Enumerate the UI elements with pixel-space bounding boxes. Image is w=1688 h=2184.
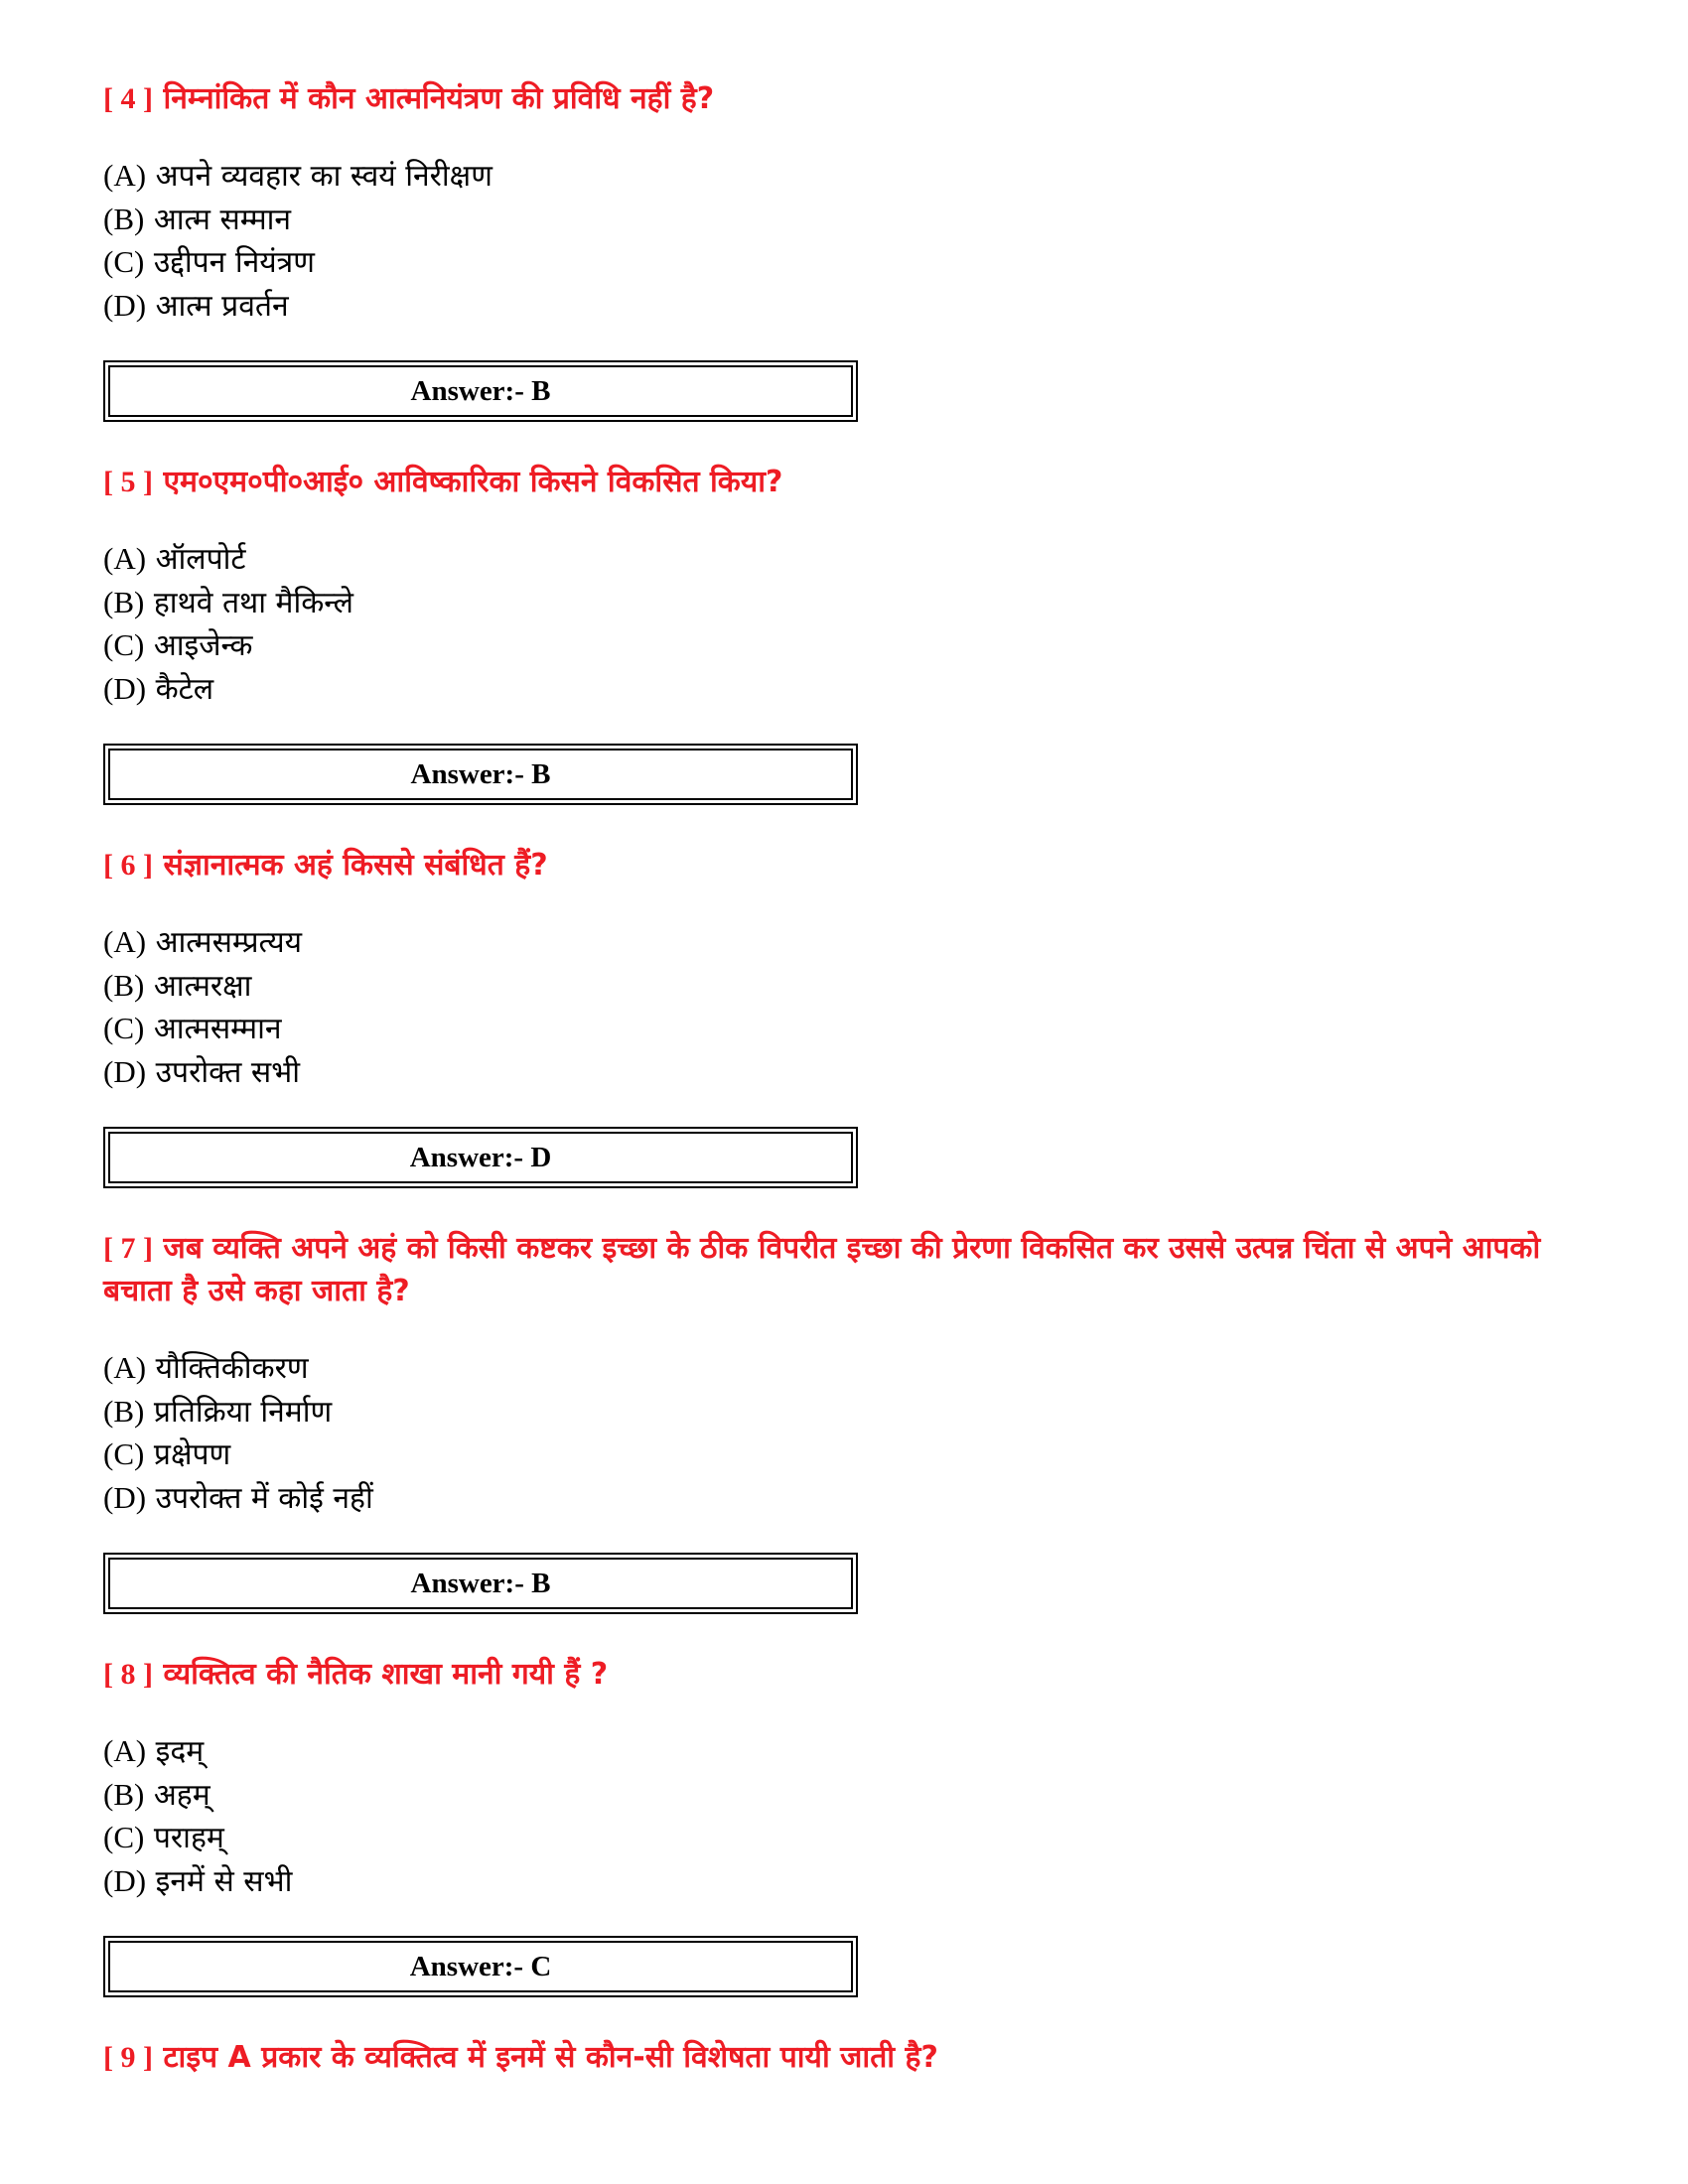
options-list — [103, 537, 1613, 710]
option-text: आत्मसम्प्रत्यय — [155, 925, 303, 960]
option-b — [103, 964, 1613, 1008]
option-text: उपरोक्त में कोई नहीं — [155, 1480, 373, 1516]
option-text: ऑलपोर्ट — [155, 542, 246, 577]
option-letter: (D) — [103, 670, 147, 706]
option-text: कैटेल — [155, 671, 214, 707]
question-number: [ 6 ] — [103, 849, 153, 882]
option-c — [103, 240, 1613, 284]
option-a — [103, 1346, 1613, 1390]
option-c — [103, 1816, 1613, 1859]
option-c — [103, 623, 1613, 667]
question-number: [ 8 ] — [103, 1658, 153, 1691]
options-list — [103, 154, 1613, 327]
option-letter: (C) — [103, 244, 145, 279]
option-d — [103, 1050, 1613, 1094]
option-d — [103, 1476, 1613, 1520]
question-block — [103, 2036, 1613, 2079]
question-text — [103, 461, 1613, 503]
option-letter: (B) — [103, 201, 145, 236]
option-c — [103, 1433, 1613, 1476]
question-block — [103, 1653, 1613, 1997]
option-letter: (A) — [103, 1350, 147, 1385]
question-block — [103, 1227, 1613, 1614]
question-block — [103, 77, 1613, 422]
option-text: इनमें से सभी — [155, 1863, 293, 1899]
option-text: उपरोक्त सभी — [155, 1054, 300, 1090]
question-title: एम०एम०पी०आई० आविष्कारिका किसने विकसित किया? — [163, 465, 783, 499]
question-text — [103, 1653, 1613, 1696]
option-b — [103, 198, 1613, 241]
question-title: जब व्यक्ति अपने अहं को किसी कष्टकर इच्छा के ठीक विपरीत इच्छा की प्रेरणा विकसित कर उससे उत्पन्न चिंता से अपने आपको बचाता है उसे कहा जाता है? — [103, 1231, 1541, 1308]
answer-box: Answer:- D — [103, 1127, 858, 1188]
option-letter: (B) — [103, 584, 145, 619]
option-a — [103, 154, 1613, 198]
option-letter: (A) — [103, 924, 147, 959]
option-letter: (B) — [103, 1776, 145, 1812]
option-letter: (D) — [103, 1479, 147, 1515]
option-letter: (C) — [103, 627, 145, 662]
option-d — [103, 1859, 1613, 1903]
option-text: आत्मसम्मान — [153, 1012, 282, 1046]
question-number: [ 9 ] — [103, 2041, 153, 2074]
option-letter: (D) — [103, 1053, 147, 1089]
option-letter: (A) — [103, 158, 147, 193]
option-b — [103, 1390, 1613, 1433]
option-letter: (C) — [103, 1820, 145, 1854]
question-number: [ 5 ] — [103, 466, 153, 498]
option-letter: (A) — [103, 541, 147, 576]
option-letter: (D) — [103, 1862, 147, 1898]
option-b — [103, 1773, 1613, 1817]
question-text — [103, 77, 1613, 120]
option-letter: (B) — [103, 967, 145, 1003]
option-text: अहम् — [153, 1777, 211, 1813]
option-a — [103, 920, 1613, 964]
option-letter: (D) — [103, 287, 147, 323]
option-text: पराहम् — [153, 1821, 224, 1855]
option-letter: (C) — [103, 1436, 145, 1471]
options-list — [103, 1346, 1613, 1519]
answer-box: Answer:- B — [103, 744, 858, 805]
options-list — [103, 1729, 1613, 1902]
question-text — [103, 2036, 1613, 2079]
question-block — [103, 844, 1613, 1188]
option-d — [103, 284, 1613, 328]
option-c — [103, 1007, 1613, 1050]
option-letter: (C) — [103, 1011, 145, 1045]
question-title: टाइप A प्रकार के व्यक्तित्व में इनमें से कौन-सी विशेषता पायी जाती है? — [163, 2040, 938, 2075]
question-number: [ 4 ] — [103, 82, 153, 115]
option-text: प्रक्षेपण — [153, 1437, 231, 1472]
question-title: संज्ञानात्मक अहं किससे संबंधित हैं? — [163, 848, 548, 883]
option-a — [103, 1729, 1613, 1773]
option-letter: (A) — [103, 1733, 147, 1768]
question-block — [103, 461, 1613, 805]
question-title: व्यक्तित्व की नैतिक शाखा मानी गयी हैं ? — [163, 1657, 609, 1692]
option-text: उद्दीपन नियंत्रण — [153, 245, 315, 280]
option-text: आइजेन्क — [153, 628, 253, 663]
question-text — [103, 1227, 1613, 1312]
option-text: अपने व्यवहार का स्वयं निरीक्षण — [155, 159, 492, 194]
option-text: इदम् — [155, 1734, 205, 1769]
options-list — [103, 920, 1613, 1093]
question-text — [103, 844, 1613, 887]
option-text: आत्मरक्षा — [153, 968, 252, 1004]
option-letter: (B) — [103, 1393, 145, 1429]
option-text: यौक्तिकीकरण — [155, 1351, 309, 1386]
question-number: [ 7 ] — [103, 1232, 153, 1265]
answer-box: Answer:- B — [103, 1553, 858, 1614]
option-text: आत्म प्रवर्तन — [155, 288, 289, 324]
answer-box: Answer:- B — [103, 360, 858, 422]
option-d — [103, 667, 1613, 711]
option-text: प्रतिक्रिया निर्माण — [153, 1394, 333, 1430]
option-a — [103, 537, 1613, 581]
question-title: निम्नांकित में कौन आत्मनियंत्रण की प्रविधि नहीं है? — [163, 81, 715, 116]
option-text: हाथवे तथा मैकिन्ले — [153, 585, 353, 620]
option-b — [103, 581, 1613, 624]
answer-box: Answer:- C — [103, 1936, 858, 1997]
option-text: आत्म सम्मान — [153, 202, 292, 237]
